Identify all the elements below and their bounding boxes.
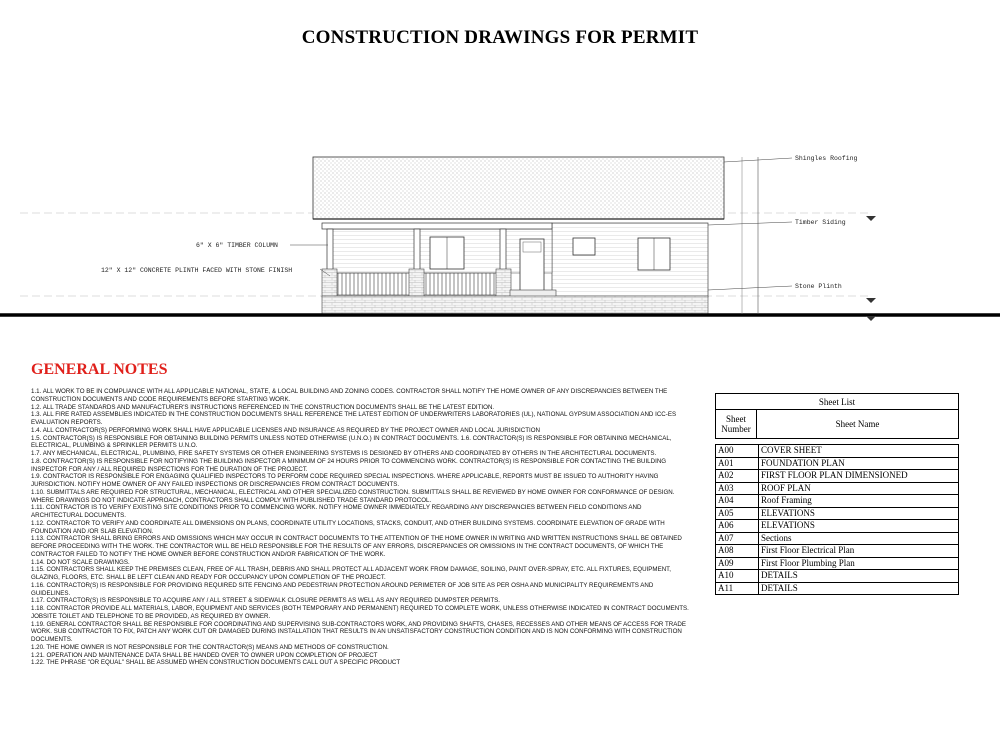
sheet-number: A01 xyxy=(716,457,759,470)
note-item: 1.10. SUBMITTALS ARE REQUIRED FOR STRUCTURAL, MECHANICAL, ELECTRICAL AND OTHER SPECIALIZED CONSTRUCTION. SUBMITTALS SHALL BE REVIEWED BY HOME OWNER FOR CONFORMANCE OF DESIGN. WHERE DRAWINGS DO NOT INDICATE APPROACH, CONTRACTORS SHALL COMPLY WITH PUBLISHED TRADE STANDARD PROTOCOL. xyxy=(31,488,675,504)
sheet-name: ELEVATIONS xyxy=(759,507,959,520)
sheet-row xyxy=(716,545,959,558)
sheet-row xyxy=(716,570,959,583)
note-item: 1.3. ALL FIRE RATED ASSEMBLIES INDICATED IN THE CONSTRUCTION DOCUMENTS SHALL REFERENCE THE LATEST EDITION OF UNDERWRITERS LABORATORIES (UL), NATIONAL GYPSUM ASSOCIATION AND ICC-ES EVALUATION REPORTS. xyxy=(31,411,677,426)
sheet-number: A06 xyxy=(716,520,759,533)
sheet-row xyxy=(716,457,959,470)
note-item: 1.8. CONTRACTOR(S) IS RESPONSIBLE FOR NOTIFYING THE BUILDING INSPECTOR A MINIMUM OF 24 HOURS PRIOR TO COMMENCING WORK. CONTRACTOR(S) IS RESPONSIBLE FOR CONTACTING THE BUILDING INSPECTOR FOR ANY / ALL REQUIRED INSPECTIONS FOR THE DURATION OF THE PROJECT. xyxy=(31,457,667,473)
sheet-number: A10 xyxy=(716,570,759,583)
sheet-name: FIRST FLOOR PLAN DIMENSIONED xyxy=(759,470,959,483)
sheet-row xyxy=(716,557,959,570)
note-item: 1.11. CONTRACTOR IS TO VERIFY EXISTING SITE CONDITIONS PRIOR TO COMMENCING WORK. NOTIFY HOME OWNER IMMEDIATELY REGARDING ANY DISCREPANCIES BETWEEN FIELD CONDITIONS AND ARCHITECTURAL DOCUMENTS. xyxy=(31,504,642,519)
sheet-name: COVER SHEET xyxy=(759,445,959,458)
sheet-number: A09 xyxy=(716,557,759,570)
small-window xyxy=(573,238,595,255)
label-concrete-plinth: 12" X 12" CONCRETE PLINTH FACED WITH STONE FINISH xyxy=(101,267,293,274)
general-notes-list xyxy=(31,388,691,667)
note-item: 1.21. OPERATION AND MAINTENANCE DATA SHALL BE HANDED OVER TO OWNER UPON COMPLETION OF PROJECT xyxy=(31,651,378,659)
sheet-row xyxy=(716,495,959,508)
label-timber-column: 6" X 6" TIMBER COLUMN xyxy=(196,242,278,249)
sheet-row xyxy=(716,520,959,533)
label-shingles-roofing: Shingles Roofing xyxy=(795,155,858,162)
sheet-name: Sections xyxy=(759,532,959,545)
sheet-name: DETAILS xyxy=(759,570,959,583)
sheet-list-table xyxy=(715,444,959,595)
sheet-number: A11 xyxy=(716,582,759,595)
sheet-row xyxy=(716,470,959,483)
label-stone-plinth: Stone Plinth xyxy=(795,283,842,290)
sheet-name: ELEVATIONS xyxy=(759,520,959,533)
sheet-number: A04 xyxy=(716,495,759,508)
note-item: 1.9. CONTRACTOR IS RESPONSIBLE FOR ENGAGING QUALIFIED INSPECTORS TO PERFORM CODE REQUIRED SPECIAL INSPECTIONS. WHERE APPLICABLE, REPORTS MUST BE ISSUED TO AUTHORITY HAVING JURISDICTION. NOTIFY HOME OWNER OF ANY FAILED INSPECTIONS OR DISCREPANCIES FROM CONTRACT DOCUMENTS. xyxy=(31,473,659,488)
general-notes-heading: GENERAL NOTES xyxy=(31,361,168,378)
sheet-name: ROOF PLAN xyxy=(759,482,959,495)
note-item: 1.18. CONTRACTOR PROVIDE ALL MATERIALS, LABOR, EQUIPMENT AND SERVICES (BOTH TEMPORARY AND PERMANENT) REQUIRED TO COMPLETE WORK, UNLESS OTHERWISE INDICATED IN CONTRACT DOCUMENTS. JOBSITE TOILET AND TELEPHONE TO BE PROVIDED, AS REQUIRED BY OWNER. xyxy=(31,605,689,620)
sheet-number: A02 xyxy=(716,470,759,483)
sheet-number: A00 xyxy=(716,445,759,458)
column-sheet-name: Sheet Name xyxy=(757,410,959,439)
note-item: 1.14. DO NOT SCALE DRAWINGS. xyxy=(31,558,130,566)
sheet-list-header xyxy=(715,393,959,439)
sheet-name: First Floor Plumbing Plan xyxy=(759,557,959,570)
front-door xyxy=(520,239,544,297)
note-item: 1.1. ALL WORK TO BE IN COMPLIANCE WITH ALL APPLICABLE NATIONAL, STATE, & LOCAL BUILDING AND ZONING CODES. CONTRACTOR SHALL NOTIFY THE HOME OWNER OF ANY DISCREPANCIES BETWEEN THE CONSTRUCTION DOCUMENTS AND CODE REQUIREMENTS BEFORE STARTING WORK. xyxy=(31,388,668,403)
sheet-row xyxy=(716,582,959,595)
note-item: 1.15. CONTRACTORS SHALL KEEP THE PREMISES CLEAN, FREE OF ALL TRASH, DEBRIS AND SHALL PROTECT ALL ADJACENT WORK FROM DAMAGE, SOILING, PAINT OVER-SPRAY, ETC. ALL FIXTURES, EQUIPMENT, GLAZING, FLOORS, ETC. SHALL BE LEFT CLEAN AND READY FOR OCCUPANCY UPON COMPLETION OF THE PROJECT. xyxy=(31,566,671,581)
sheet-number: A05 xyxy=(716,507,759,520)
note-item: 1.20. THE HOME OWNER IS NOT RESPONSIBLE FOR THE CONTRACTOR(S) MEANS AND METHODS OF CONSTRUCTION. xyxy=(31,643,389,651)
page-title: CONSTRUCTION DRAWINGS FOR PERMIT xyxy=(301,27,699,48)
label-timber-siding: Timber Siding xyxy=(795,219,846,226)
note-item: 1.7. ANY MECHANICAL, ELECTRICAL, PLUMBING, FIRE SAFETY SYSTEMS OR OTHER ENGINEERING SYSTEMS IS DESIGNED BY OTHERS AND COORDINATED BY OTHERS IN THE ARCHITECTURAL DOCUMENTS. xyxy=(31,450,657,457)
sheet-number: A03 xyxy=(716,482,759,495)
sheet-list-title: Sheet List xyxy=(716,394,959,410)
note-item: 1.12. CONTRACTOR TO VERIFY AND COORDINATE ALL DIMENSIONS ON PLANS, COORDINATE UTILITY LOCATIONS, STACKS, CONDUIT, AND OTHER BUILDING SYSTEMS. COORDINATE ELEVATION OF GRADE WITH FOUNDATION AND /OR SLAB ELEVATION. xyxy=(31,519,665,535)
sheet-row xyxy=(716,445,959,458)
sheet-name: DETAILS xyxy=(759,582,959,595)
sheet-name: Roof Framing xyxy=(759,495,959,508)
sheet-number: A08 xyxy=(716,545,759,558)
sheet-row xyxy=(716,482,959,495)
note-item: 1.4. ALL CONTRACTOR(S) PERFORMING WORK SHALL HAVE APPLICABLE LICENSES AND INSURANCE AS REQUIRED BY THE PROJECT OWNER AND LOCAL JURISDICTION xyxy=(31,426,540,434)
sheet-row xyxy=(716,532,959,545)
note-item: 1.22. THE PHRASE "OR EQUAL" SHALL BE ASSUMED WHEN CONSTRUCTION DOCUMENTS CALL OUT A SPECIFIC PRODUCT xyxy=(31,659,401,667)
note-item: 1.2. ALL TRADE STANDARDS AND MANUFACTURER'S INSTRUCTIONS REFERENCED IN THE CONSTRUCTION DOCUMENTS SHALL BE THE LATEST EDITION. xyxy=(31,403,495,411)
sheet-name: FOUNDATION PLAN xyxy=(759,457,959,470)
note-item: 1.17. CONTRACTOR(S) IS RESPONSIBLE TO ACQUIRE ANY / ALL STREET & SIDEWALK CLOSURE PERMITS AS WELL AS ANY REQUIRED DUMPSTER PERMITS. xyxy=(31,597,500,605)
main-wall xyxy=(552,223,708,297)
note-item: 1.13. CONTRACTOR SHALL BRING ERRORS AND OMISSIONS WHICH MAY OCCUR IN CONTRACT DOCUMENTS TO THE ATTENTION OF THE HOME OWNER IN WRITING AND WRITTEN INSTRUCTIONS SHALL BE OBTAINED BEFORE PROCEEDING WITH THE WORK. THE CONTRACTOR WILL BE HELD RESPONSIBLE FOR THE RESULTS OF ANY ERRORS, DISCREPANCIES OR OMISSIONS IN THE CONTRACT DOCUMENTS, OF WHICH THE CONTRACTOR FAILED TO NOTIFY THE HOME OWNER BEFORE CONSTRUCTION AND/OR FABRICATION OF THE WORK. xyxy=(31,535,682,558)
column-sheet-number: Sheet Number xyxy=(716,410,757,439)
note-item: 1.5. CONTRACTOR(S) IS RESPONSIBLE FOR OBTAINING BUILDING PERMITS UNLESS NOTED OTHERWISE (U.N.O.) IN CONTRACT DOCUMENTS. 1.6. CONTRACTOR(S) IS RESPONSIBLE FOR OBTAINING MECHANICAL, ELECTRICAL, PLUMBING & SPRINKLER PERMITS U.N.O. xyxy=(31,434,672,450)
roof xyxy=(313,157,724,219)
note-item: 1.16. CONTRACTOR(S) IS RESPONSIBLE FOR PROVIDING REQUIRED SITE FENCING AND PEDESTRIAN PROTECTION AROUND PERIMETER OF JOB SITE AS PER OSHA AND MUNICIPALITY REQUIREMENTS AND GUIDELINES. xyxy=(31,581,654,597)
note-item: 1.19. GENERAL CONTRACTOR SHALL BE RESPONSIBLE FOR COORDINATING AND SUPERVISING SUB-CONTRACTORS WORK, AND PROVIDING SHAFTS, CHASES, RECESSES AND OTHER MEANS OF ACCESS FOR TRADE WORK. SUB CONTRACTOR TO FIX, PATCH ANY WORK CUT OR DAMAGED DURING INSTALLATION THAT RESULTS IN AN UNSATISFACTORY CONSTRUCTION CONDITION AND IS NON CONFORMING WITH CONSTRUCTION DOCUMENTS. xyxy=(31,620,686,643)
front-elevation-drawing xyxy=(0,150,1000,330)
sheet-row xyxy=(716,507,959,520)
sheet-number: A07 xyxy=(716,532,759,545)
sheet-name: First Floor Electrical Plan xyxy=(759,545,959,558)
